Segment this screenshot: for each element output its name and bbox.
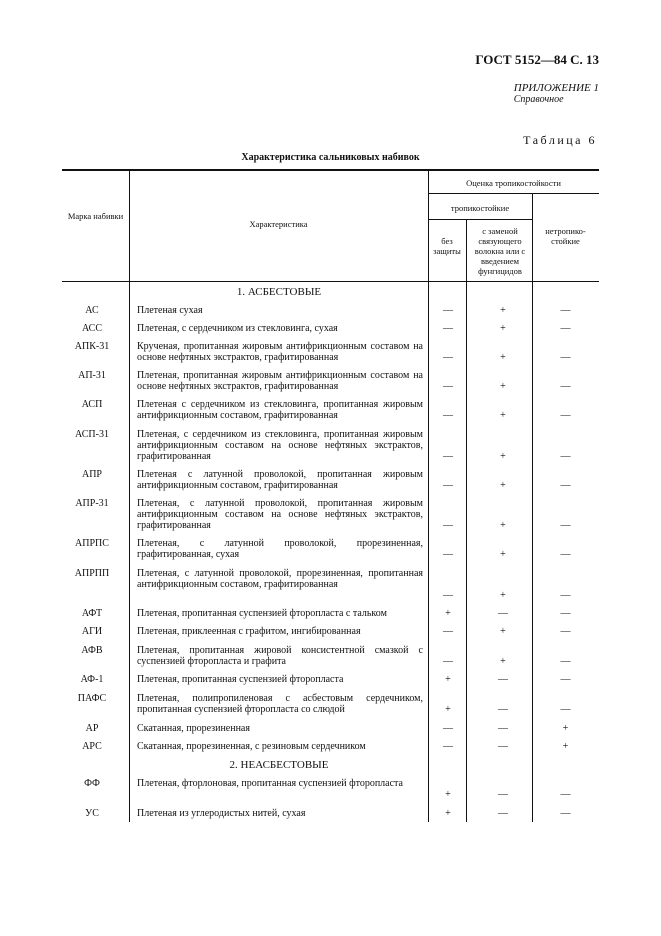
row-description: Скатанная, прорезиненная, с резиновым сердечником bbox=[137, 741, 366, 752]
appendix-label bbox=[514, 82, 599, 106]
col-divider bbox=[428, 282, 429, 822]
value-no-protection: — bbox=[443, 590, 453, 601]
value-non-resistant: — bbox=[560, 789, 571, 800]
value-with-replacement: — bbox=[498, 789, 508, 800]
value-no-protection: + bbox=[445, 608, 451, 619]
col-evaluation-header: Оценка тропикостойкости bbox=[466, 178, 561, 188]
value-no-protection: + bbox=[445, 808, 451, 819]
row-mark: АФ-1 bbox=[80, 674, 104, 685]
row-description: Плетеная, с латунной проволокой, пропитанная жировым антифрикционным составом на основе нефтяных экстрактов, графитированная bbox=[137, 498, 423, 531]
row-description: Плетеная из углеродистых нитей, сухая bbox=[137, 808, 306, 819]
appendix-type: Справочное bbox=[513, 94, 564, 105]
col-non-resistant-header: нетропико- стойкие bbox=[545, 226, 586, 246]
row-description: Плетеная, с сердечником из стекловинга, сухая bbox=[137, 323, 338, 334]
col-no-protection-header: без защиты bbox=[433, 236, 461, 256]
row-mark: АФТ bbox=[81, 608, 103, 619]
value-non-resistant: — bbox=[560, 381, 571, 392]
value-non-resistant: — bbox=[560, 608, 571, 619]
value-no-protection: — bbox=[443, 305, 453, 316]
value-non-resistant: — bbox=[560, 480, 571, 491]
row-mark: ФФ bbox=[84, 778, 100, 789]
row-description: Крученая, пропитанная жировым антифрикционным составом на основе нефтяных экстрактов, графитированная bbox=[137, 341, 423, 363]
row-description: Плетеная, приклеенная с графитом, ингибированная bbox=[137, 626, 361, 637]
value-with-replacement: + bbox=[500, 451, 506, 462]
row-description: Плетеная с сердечником из стекловинга, пропитанная жировым антифрикционным составом, графитированная bbox=[137, 399, 423, 421]
value-non-resistant: — bbox=[560, 590, 571, 601]
value-non-resistant: — bbox=[560, 352, 571, 363]
table-title: Характеристика сальниковых набивок bbox=[241, 152, 420, 163]
row-description: Плетеная, с сердечником из стекловинга, пропитанная жировым антифрикционным составом на основе нефтяных экстрактов, графитированная bbox=[137, 429, 423, 462]
value-non-resistant: — bbox=[560, 323, 571, 334]
value-with-replacement: + bbox=[500, 656, 506, 667]
value-non-resistant: — bbox=[560, 808, 571, 819]
value-with-replacement: + bbox=[500, 590, 506, 601]
row-description: Плетеная, с латунной проволокой, прорезиненная, пропитанная антифрикционным составом, графитированная bbox=[137, 568, 423, 590]
value-non-resistant: — bbox=[560, 626, 571, 637]
row-mark: ПАФС bbox=[77, 693, 107, 704]
row-mark: АПР-31 bbox=[75, 498, 109, 509]
value-no-protection: + bbox=[445, 674, 451, 685]
section-title: 1. АСБЕСТОВЫЕ bbox=[236, 286, 322, 298]
value-non-resistant: — bbox=[560, 305, 571, 316]
value-with-replacement: — bbox=[498, 723, 508, 734]
page-header: ГОСТ 5152—84 С. 13 bbox=[475, 52, 599, 67]
row-mark: АФВ bbox=[81, 645, 103, 656]
value-no-protection: — bbox=[443, 741, 453, 752]
appendix-title: ПРИЛОЖЕНИЕ 1 bbox=[513, 82, 599, 94]
value-no-protection: — bbox=[443, 410, 453, 421]
row-description: Плетеная, полипропиленовая с асбестовым сердечником, пропитанная суспензией фторопласта со слюдой bbox=[137, 693, 423, 715]
value-with-replacement: + bbox=[500, 410, 506, 421]
value-with-replacement: + bbox=[500, 381, 506, 392]
value-with-replacement: + bbox=[500, 352, 506, 363]
row-description: Плетеная, пропитанная суспензией фторопласта с тальком bbox=[137, 608, 387, 619]
value-with-replacement: + bbox=[500, 549, 506, 560]
row-mark: АРС bbox=[82, 741, 102, 752]
value-non-resistant: — bbox=[560, 451, 571, 462]
value-with-replacement: + bbox=[500, 520, 506, 531]
row-mark: АС bbox=[85, 305, 99, 316]
value-no-protection: + bbox=[445, 789, 451, 800]
value-no-protection: — bbox=[443, 381, 453, 392]
value-non-resistant: — bbox=[560, 674, 571, 685]
col-divider bbox=[129, 282, 130, 822]
row-description: Плетеная с латунной проволокой, пропитанная жировым антифрикционным составом, графитированная bbox=[137, 469, 423, 491]
value-no-protection: — bbox=[443, 549, 453, 560]
value-non-resistant: + bbox=[562, 723, 569, 734]
row-mark: АСС bbox=[81, 323, 103, 334]
row-description: Плетеная, пропитанная суспензией фторопласта bbox=[137, 674, 344, 685]
row-description: Плетеная, пропитанная жировой консистентной смазкой с суспензией фторопласта и графита bbox=[137, 645, 423, 667]
value-no-protection: — bbox=[443, 656, 453, 667]
row-description: Плетеная сухая bbox=[137, 305, 203, 316]
value-non-resistant: — bbox=[560, 704, 571, 715]
value-no-protection: — bbox=[443, 323, 453, 334]
value-no-protection: + bbox=[445, 704, 451, 715]
col-characteristic-header: Характеристика bbox=[249, 219, 308, 229]
value-with-replacement: — bbox=[498, 674, 508, 685]
value-non-resistant: — bbox=[560, 549, 571, 560]
row-description: Плетеная, пропитанная жировым антифрикционным составом на основе нефтяных экстрактов, графитированная bbox=[137, 370, 423, 392]
col-replacement-header: с заменой связующего волокна или с введением фунгицидов bbox=[474, 226, 526, 276]
table-header bbox=[62, 169, 599, 282]
value-with-replacement: + bbox=[500, 323, 506, 334]
value-with-replacement: — bbox=[498, 741, 508, 752]
value-no-protection: — bbox=[443, 520, 453, 531]
row-mark: АП-31 bbox=[78, 370, 106, 381]
value-with-replacement: + bbox=[500, 480, 506, 491]
value-no-protection: — bbox=[443, 626, 453, 637]
table-number: Таблица 6 bbox=[523, 133, 597, 147]
value-non-resistant: — bbox=[560, 410, 571, 421]
row-mark: АГИ bbox=[81, 626, 103, 637]
row-mark: АПРПП bbox=[74, 568, 110, 579]
value-non-resistant: — bbox=[560, 520, 571, 531]
row-description: Плетеная, фторлоновая, пропитанная суспензией фторопласта bbox=[137, 778, 403, 789]
row-description: Плетеная, с латунной проволокой, прорезиненная, графитированная, сухая bbox=[137, 538, 423, 560]
value-with-replacement: — bbox=[498, 808, 508, 819]
section-title: 2. НЕАСБЕСТОВЫЕ bbox=[229, 759, 329, 771]
row-mark: АПР bbox=[81, 469, 102, 480]
value-no-protection: — bbox=[443, 723, 453, 734]
row-mark: АР bbox=[85, 723, 99, 734]
value-with-replacement: — bbox=[498, 704, 508, 715]
col-mark-header: Марка набивки bbox=[67, 211, 124, 221]
value-non-resistant: — bbox=[560, 656, 571, 667]
value-with-replacement: + bbox=[500, 305, 506, 316]
value-non-resistant: + bbox=[562, 741, 569, 752]
value-no-protection: — bbox=[443, 480, 453, 491]
value-no-protection: — bbox=[443, 352, 453, 363]
row-mark: АПРПС bbox=[75, 538, 109, 549]
col-tropic-header: тропикостойкие bbox=[450, 203, 510, 213]
row-mark: УС bbox=[85, 808, 99, 819]
row-mark: АПК-31 bbox=[74, 341, 110, 352]
row-mark: АСП bbox=[81, 399, 103, 410]
value-with-replacement: — bbox=[498, 608, 508, 619]
value-no-protection: — bbox=[443, 451, 453, 462]
col-divider bbox=[466, 282, 467, 822]
row-mark: АСП-31 bbox=[75, 429, 109, 440]
value-with-replacement: + bbox=[500, 626, 506, 637]
row-description: Скатанная, прорезиненная bbox=[137, 723, 250, 734]
